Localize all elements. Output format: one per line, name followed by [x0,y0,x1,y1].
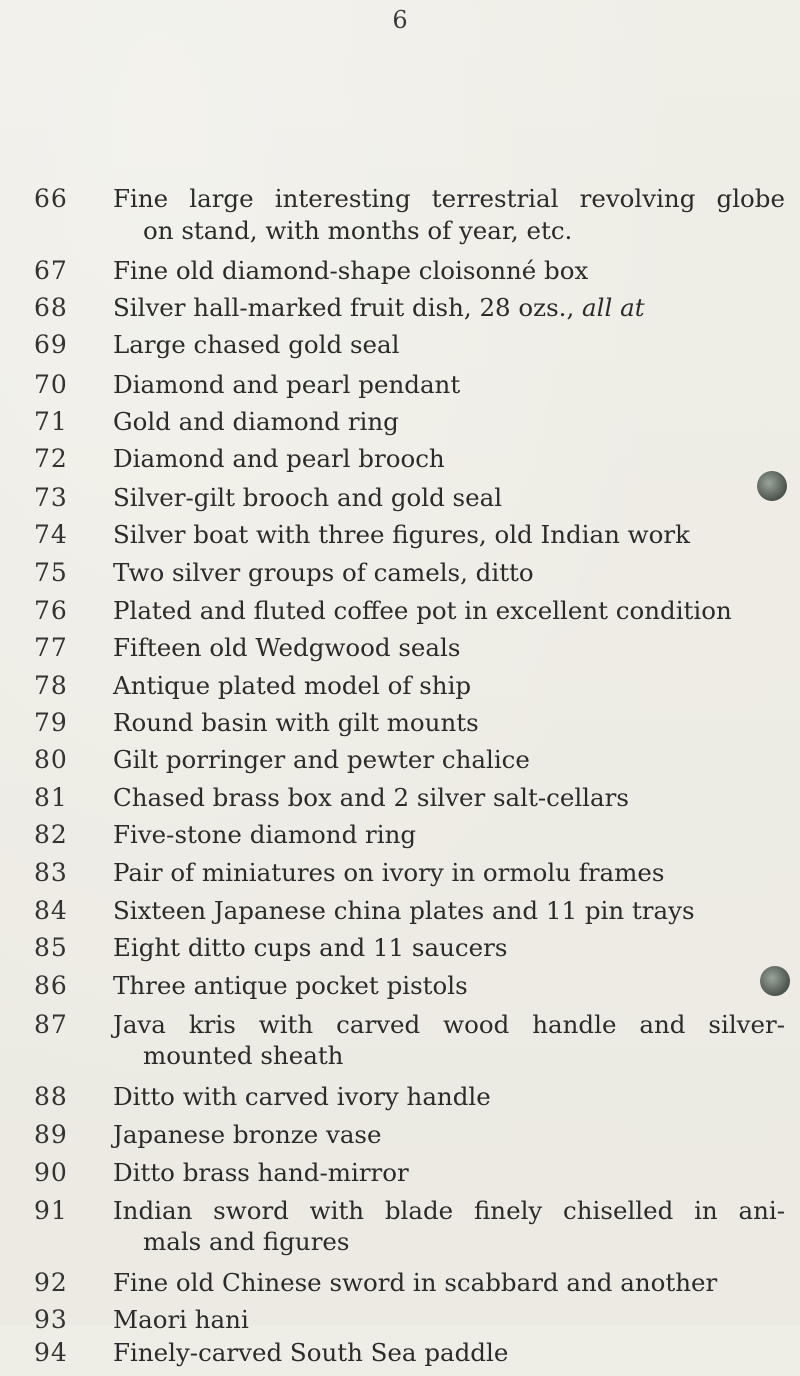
lot-number: 73 [34,483,68,512]
lot-number: 79 [34,708,68,737]
lot-description: Five-stone diamond ring [113,820,417,849]
lot-number: 77 [34,633,68,662]
lot-entry [0,1118,800,1158]
lot-entry [0,291,800,331]
lot-number: 88 [34,1082,68,1111]
lot-description: Round basin with gilt mounts [113,708,479,737]
lot-description-line2: mals and figures [143,1227,350,1256]
lot-description [113,1039,785,1073]
lot-description: Fine old diamond-shape cloisonné box [113,256,589,285]
lot-description [113,1225,785,1259]
lot-description: Fine old Chinese sword in scabbard and another [113,1268,718,1297]
lot-entry [0,1080,800,1120]
lot-description: Fifteen old Wedgwood seals [113,633,461,662]
lot-entry [0,405,800,445]
lot-entry [0,969,800,1009]
lot-description [113,214,785,248]
lot-entry-continuation [0,214,800,254]
lot-entry [0,818,800,858]
lot-entry [0,706,800,746]
lot-description: Chased brass box and 2 silver salt-cellars [113,783,629,812]
lot-description: Pair of miniatures on ivory in ormolu frames [113,858,665,887]
lot-number: 94 [34,1338,68,1367]
lot-number: 66 [34,184,68,213]
lot-entry [0,1336,800,1376]
lot-entry [0,556,800,596]
lot-number: 91 [34,1196,68,1225]
lot-description: Eight ditto cups and 11 saucers [113,933,508,962]
lot-number: 74 [34,520,68,549]
lot-description: Antique plated model of ship [113,671,472,700]
lot-entry [0,894,800,934]
lot-description: Plated and fluted coffee pot in excellent condition [113,596,732,625]
lot-description: Two silver groups of camels, ditto [113,558,534,587]
lot-description: Maori hani [113,1305,249,1334]
lot-description [113,1194,785,1228]
lot-description-line1: Java kris with carved wood handle and silver- [113,1010,785,1039]
lot-description: Three antique pocket pistols [113,971,468,1000]
lot-entry [0,594,800,634]
lot-description: Silver-gilt brooch and gold seal [113,483,503,512]
lot-number: 69 [34,330,68,359]
lot-description-line1: Fine large interesting terrestrial revolving globe [113,184,785,213]
lot-number: 67 [34,256,68,285]
lot-description: Finely-carved South Sea paddle [113,1338,509,1367]
lot-entry [0,856,800,896]
lot-description [113,182,785,216]
lot-number: 68 [34,293,68,322]
lot-number: 76 [34,596,68,625]
lot-entry-continuation [0,1225,800,1265]
lot-number: 87 [34,1010,68,1039]
lot-description: Large chased gold seal [113,330,400,359]
lot-entry [0,743,800,783]
lot-entry [0,781,800,821]
lot-description: Japanese bronze vase [113,1120,382,1149]
lot-entry [0,631,800,671]
lot-number: 84 [34,896,68,925]
lot-entry [0,669,800,709]
lot-description [113,1008,785,1042]
lot-entry-continuation [0,1039,800,1079]
lot-number: 70 [34,370,68,399]
lot-description: Gilt porringer and pewter chalice [113,745,530,774]
lot-entry [0,1156,800,1196]
lot-description: Sixteen Japanese china plates and 11 pin trays [113,896,695,925]
ink-spot-mark [760,966,790,996]
lot-number: 80 [34,745,68,774]
lot-entry [0,1266,800,1306]
page-number: 6 [392,6,408,34]
lot-description: Diamond and pearl pendant [113,370,461,399]
lot-number: 89 [34,1120,68,1149]
ink-spot-mark [757,471,787,501]
lot-entry [0,328,800,368]
lot-number: 72 [34,444,68,473]
lot-number: 85 [34,933,68,962]
lot-entry [0,518,800,558]
lot-entry [0,368,800,408]
lot-number: 93 [34,1305,68,1334]
lot-number: 86 [34,971,68,1000]
lot-description-main: Silver hall-marked fruit dish, 28 ozs., [113,293,583,322]
lot-number: 92 [34,1268,68,1297]
lot-number: 81 [34,783,68,812]
lot-description-line2: mounted sheath [143,1041,344,1070]
lot-number: 90 [34,1158,68,1187]
lot-entry [0,481,800,521]
lot-description: Ditto with carved ivory handle [113,1082,491,1111]
lot-entry [0,442,800,482]
lot-entry [0,931,800,971]
lot-entry [0,254,800,294]
lot-description-line1: Indian sword with blade finely chiselled in ani- [113,1196,785,1225]
lot-description: Diamond and pearl brooch [113,444,445,473]
lot-number: 71 [34,407,68,436]
lot-description-line2: on stand, with months of year, etc. [143,216,573,245]
lot-number: 82 [34,820,68,849]
lot-number: 78 [34,671,68,700]
lot-description: Silver boat with three figures, old Indian work [113,520,690,549]
lot-description: Gold and diamond ring [113,407,399,436]
lot-description: Ditto brass hand-mirror [113,1158,409,1187]
lot-number: 75 [34,558,68,587]
lot-number: 83 [34,858,68,887]
lot-description [113,291,785,325]
lot-description-italic: all at [582,293,645,322]
